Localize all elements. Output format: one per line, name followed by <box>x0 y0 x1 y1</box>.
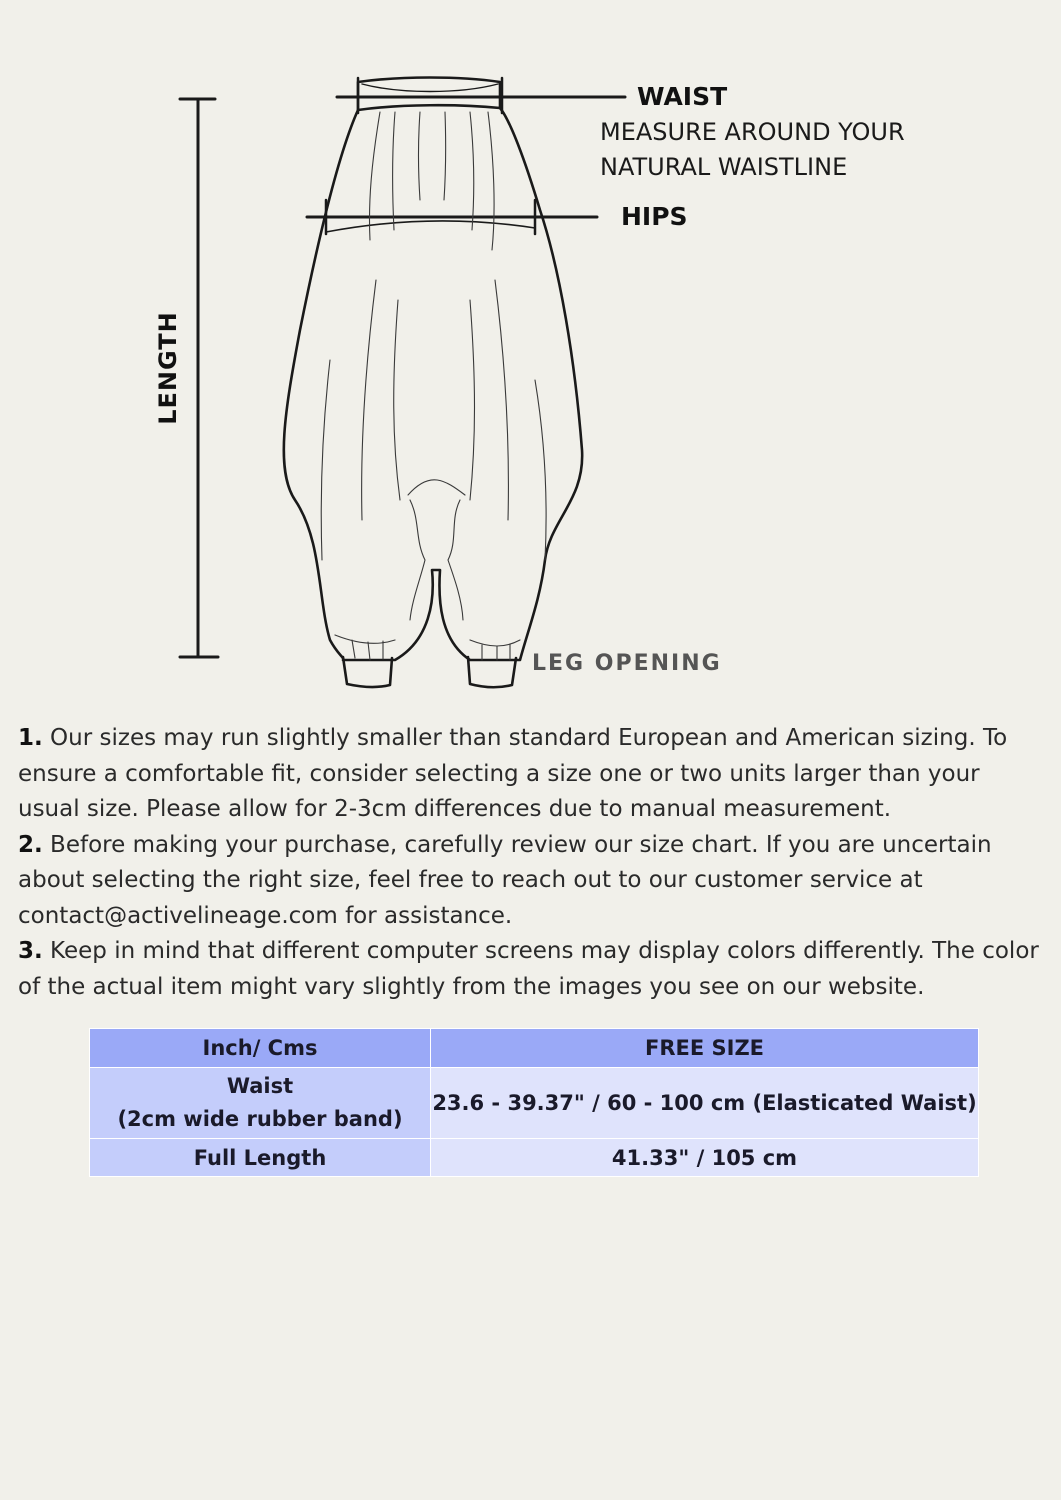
waist-row-label: Waist <box>226 1074 294 1098</box>
row-label-full-length: Full Length <box>90 1139 431 1177</box>
waist-description <box>600 115 905 185</box>
left-cuff <box>343 657 392 687</box>
table-row <box>90 1139 979 1177</box>
size-table <box>89 1028 979 1177</box>
waist-label: WAIST <box>637 82 728 111</box>
note-text: Keep in mind that different computer screens may display colors differently. The color of the actual item might vary slightly from the images you see on our website. <box>18 938 1039 1000</box>
right-cuff <box>468 657 516 687</box>
pants-outline <box>284 108 582 660</box>
header-free-size: FREE SIZE <box>431 1029 979 1068</box>
table-header-row <box>90 1029 979 1068</box>
leg-opening-label: LEG OPENING <box>532 651 722 676</box>
note-2 <box>18 828 1048 935</box>
length-label: LENGTH <box>154 311 182 425</box>
note-3 <box>18 934 1048 1005</box>
row-value-waist: 23.6 - 39.37" / 60 - 100 cm (Elasticated Waist) <box>431 1068 979 1139</box>
waist-description-line-2: NATURAL WAISTLINE <box>600 153 848 181</box>
note-number: 2. <box>18 831 43 858</box>
header-unit: Inch/ Cms <box>90 1029 431 1068</box>
row-label-waist <box>90 1068 431 1139</box>
waist-description-line-1: MEASURE AROUND YOUR <box>600 118 905 146</box>
hips-label: HIPS <box>621 202 688 231</box>
note-1 <box>18 721 1048 828</box>
size-notes <box>18 721 1048 1005</box>
row-value-full-length: 41.33" / 105 cm <box>431 1139 979 1177</box>
note-text: Our sizes may run slightly smaller than standard European and American sizing. To ensure a comfortable fit, consider selecting a size one or two units larger than your usual size. Please allow for 2-3cm differences due to manual measurement. <box>18 725 1008 822</box>
note-number: 3. <box>18 938 43 964</box>
note-number: 1. <box>18 725 43 751</box>
waist-row-sublabel: (2cm wide rubber band) <box>117 1107 403 1131</box>
waistband <box>358 78 500 111</box>
note-text: Before making your purchase, carefully review our size chart. If you are uncertain about selecting the right size, feel free to reach out to our customer service at contact@activelineage.com for assistance. <box>18 831 992 929</box>
table-row <box>90 1068 979 1139</box>
